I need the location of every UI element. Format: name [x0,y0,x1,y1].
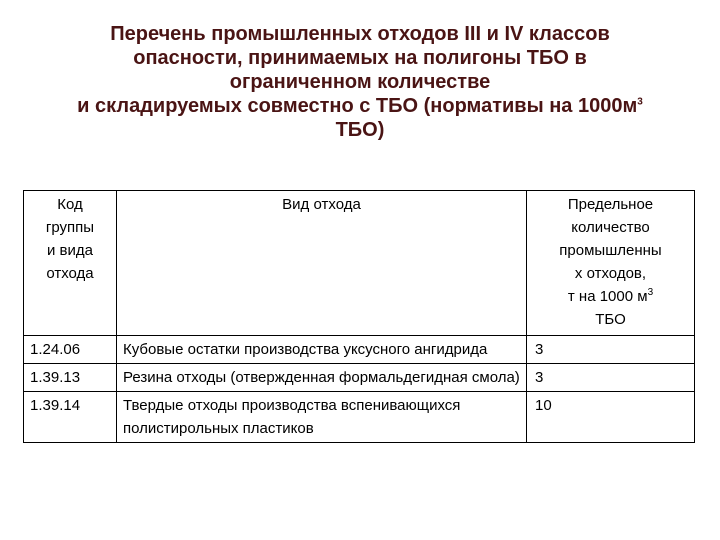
header-code-line: и вида [47,242,93,259]
row-limit-value: 3 [535,369,544,386]
header-name-text: Вид отхода [282,196,361,213]
header-code-line: группы [45,219,95,236]
row-name: Твердые отходы производства вспенивающихся полистирольных пластиков [117,392,527,443]
header-limit-superscript: 3 [647,287,654,298]
header-limit-line: Предельное [567,196,654,213]
waste-table [23,190,695,443]
header-limit-line: ТБО [595,311,626,328]
row-name: Кубовые остатки производства уксусного ангидрида [117,336,527,364]
row-name: Резина отходы (отвержденная формальдегидная смола) [117,364,527,392]
header-limit-line: промышленны [559,242,662,259]
header-name [117,191,527,336]
header-limit-line [533,285,688,308]
title-line-5: ТБО) [335,119,385,141]
row-limit [527,336,695,364]
page-title [20,22,700,142]
header-limit-text: т на 1000 м [567,288,648,305]
header-limit [527,191,695,336]
header-code-line: Код [57,196,83,213]
table-row [24,392,695,443]
row-limit-value: 10 [535,397,552,414]
title-line-2: опасности, принимаемых на полигоны ТБО в [133,47,587,69]
table-header-row [24,191,695,336]
header-code-line: отхода [46,265,94,282]
title-line-1: Перечень промышленных отходов III и IV классов [110,23,610,45]
title-line-4 [20,94,700,118]
row-limit [527,364,695,392]
header-limit-line: количество [571,219,650,236]
table-row [24,364,695,392]
title-superscript: 3 [637,96,643,108]
row-code: 1.39.13 [24,364,117,392]
header-code [24,191,117,336]
row-code: 1.24.06 [24,336,117,364]
row-code: 1.39.14 [24,392,117,443]
row-limit [527,392,695,443]
row-limit-value: 3 [535,341,544,358]
title-line-4-text: и складируемых совместно с ТБО (нормативы на 1000м [77,95,638,117]
header-limit-line: х отходов, [574,265,647,282]
table-row [24,336,695,364]
title-line-3: ограниченном количестве [229,71,491,93]
